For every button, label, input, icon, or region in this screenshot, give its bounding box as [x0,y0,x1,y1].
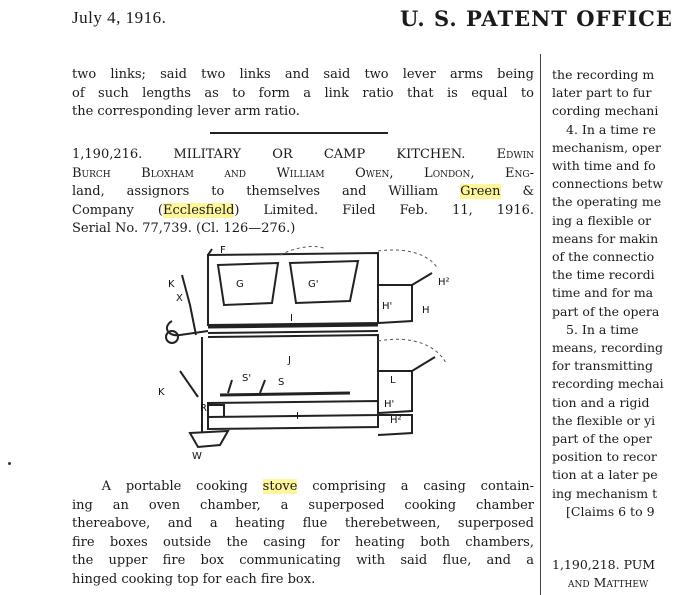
highlight-ecclesfield: Ecclesfield [163,202,235,218]
text-line: part of the oper [552,431,652,447]
label-h2: H² [438,277,450,288]
text-line: fire boxes outside the casing for heating both chambers, [72,534,534,550]
label-f: F [220,245,226,256]
text-line: Company (Ecclesfield) Limited. Filed Feb. 11, 1916. [72,202,535,218]
text-line: means for makin [552,230,659,246]
text-line: Serial No. 77,739. (Cl. 126—276.) [72,221,296,236]
label-r: R [200,403,207,414]
patent-abstract [72,478,534,589]
page-header-date: July 4, 1916. [72,8,167,27]
text-line: hinged cooking top for each fire box. [72,571,316,587]
text-line: the corresponding lever arm ratio. [72,104,300,119]
text-line: the flexible or yi [552,412,656,428]
text-line: 4. In a time re [566,121,656,137]
text-line: with time and fo [552,158,656,174]
text-line: Burch Bloxham and William Owen, London, Eng- [72,165,534,181]
text-line: cording mechani [552,103,659,119]
text-line: ing mechanism t [552,485,658,501]
text-line: 5. In a time [566,321,639,337]
text-line: two links; said two links and said two lever arms being [72,67,534,82]
text-line: thereabove, and a heating flue therebetween, superposed [72,516,534,531]
patent-drawing [150,245,470,464]
text-line: tion and a rigid [552,394,650,410]
text-line: [Claims 6 to 9 [566,503,655,519]
text-line: position to recor [552,449,657,465]
text-line [72,146,534,165]
text-line: A portable cooking stove comprising a casing contain- [101,479,535,494]
label-h1-lower: H' [384,399,395,410]
column-divider [540,54,541,595]
inventor-name: Edwin [496,147,534,162]
text-line: land, assignors to themselves and William Green & [72,184,535,199]
label-h: H [422,305,430,316]
text-line: recording mechai [552,376,664,392]
text-line: of the connectio [552,249,655,265]
text-line: ing an oven chamber, a superposed cooking chamber [72,497,534,513]
kitchen-diagram [150,245,470,460]
text-line: connections betw [552,176,664,192]
text-line: later part to fur [552,85,652,101]
previous-claim-text [72,66,534,122]
label-w: W [192,451,202,460]
label-h2-lower: H² [390,415,402,426]
label-k2: K [158,387,165,398]
patent-number-title: 1,190,216. MILITARY OR CAMP KITCHEN. [72,147,466,162]
text-line: and Matthew [568,575,649,591]
label-s1: S' [242,373,252,384]
label-k: K [168,279,175,290]
highlight-stove: stove [262,479,298,494]
text-line: of such lengths as to form a link ratio that is equal to [72,85,534,101]
text-line: for transmitting [552,358,653,374]
label-l: L [390,375,396,386]
right-column-text [552,66,684,521]
label-g: G [236,279,244,290]
scan-speck [8,462,11,465]
label-i-upper: I [290,313,293,324]
patent-entry [72,146,534,239]
text-line: the upper fire box communicating with said flue, and a [72,553,534,568]
text-line: mechanism, oper [552,139,661,155]
text-line: ing a flexible or [552,212,652,228]
label-g1: G' [308,279,319,290]
text-line: the time recordi [552,267,655,283]
text-line: 1,190,218. PUM [552,557,656,572]
text-line: the recording m [552,67,655,82]
label-x: X [176,293,183,304]
text-line: means, recording [552,340,664,356]
label-s: S [278,377,285,388]
text-line: part of the opera [552,303,660,319]
text-line: time and for ma [552,285,654,301]
label-j: J [288,355,291,366]
right-column-next-entry [552,556,684,592]
label-h1: H' [382,301,393,312]
section-separator [210,132,388,134]
label-i-lower: I [296,411,299,422]
page-header-title: U. S. PATENT OFFICE [400,6,673,31]
text-line: the operating me [552,194,662,210]
highlight-green: Green [460,184,501,199]
text-line: tion at a later pe [552,467,658,483]
